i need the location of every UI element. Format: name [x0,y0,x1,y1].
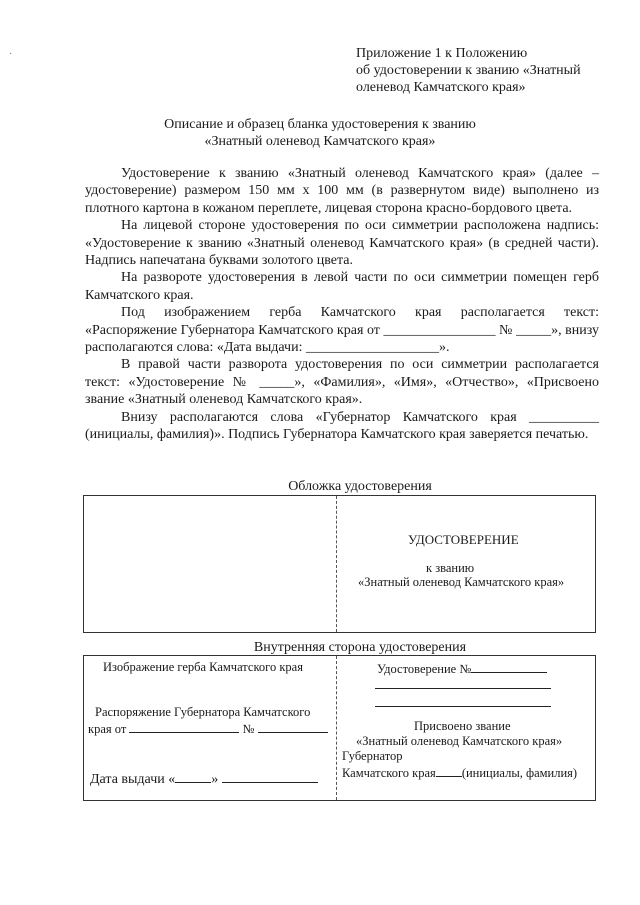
appendix-line: об удостоверении к званию «Знатный [356,63,581,78]
title-line: «Знатный оленевод Камчатского края» [204,134,436,149]
issue-date-line [90,770,318,787]
initials-label: (инициалы, фамилия) [461,766,578,780]
appendix-line: оленевод Камчатского края» [356,80,526,95]
paragraph: Под изображением герба Камчатского края располагается текст: «Распоряжение Губернатора Камчатского края от ________________ № _____», внизу располагаются слова: «Дата выдачи: ___________________». [85,305,599,356]
issue-day-blank [175,770,211,783]
paragraph: Внизу располагаются слова «Губернатор Камчатского края __________ (инициалы, фамилия)». Подпись Губернатора Камчатского края заверяется печатью. [85,409,599,443]
signature-blank [436,764,462,777]
kamchatka-label: Камчатского края [342,766,436,780]
cover-line: «Знатный оленевод Камчатского края» [358,575,565,589]
cover-heading: УДОСТОВЕРЕНИЕ [408,532,519,547]
issue-date-label: Дата выдачи « [90,772,176,787]
appendix-line: Приложение 1 к Положению [356,46,528,61]
order-line: Распоряжение Губернатора Камчатского [95,705,311,719]
fold-line [336,496,337,632]
cert-label: Удостоверение № [377,662,472,676]
title-name: «Знатный оленевод Камчатского края» [356,734,563,748]
order-date-blank [129,720,239,733]
awarded-label: Присвоено звание [414,719,511,733]
paragraph: В правой части разворота удостоверения по оси симметрии располагается текст: «Удостоверение № _____», «Фамилия», «Имя», «Отчество», «Присвоено звание «Знатный оленевод Камчатского края». [85,357,599,408]
cert-number-line [377,660,547,677]
cover-form [83,495,596,633]
issue-date-quote: » [211,772,219,787]
paragraph: На развороте удостоверения в левой части по оси симметрии помещен герб Камчатского края. [85,270,599,303]
signature-line [342,764,577,781]
cert-number-blank [471,660,547,673]
surname-line [375,688,551,689]
paragraph: Удостоверение к званию «Знатный оленевод Камчатского края» (далее – удостоверение) размером 150 мм х 100 мм (в развернутом виде) выполнено из плотного картона в кожаном переплете, лицевая сторона красно-бордового цвета. [85,166,599,216]
description-body [85,165,599,444]
inside-form [83,655,596,801]
title-line: Описание и образец бланка удостоверения к званию [164,117,476,132]
scan-speck: · [9,49,13,60]
document-title [0,116,640,150]
name-line [375,706,551,707]
inside-caption: Внутренняя сторона удостоверения [253,640,467,655]
issue-month-blank [222,770,318,783]
order-line: края от [88,722,127,736]
governor-label: Губернатор [342,749,403,763]
paragraph: На лицевой стороне удостоверения по оси симметрии расположена надпись: «Удостоверение к званию «Знатный оленевод Камчатского края» (в средней части). Надпись напечатана буквами золотого цвета. [85,218,599,269]
fold-line [336,656,337,800]
order-number-blank [258,720,328,733]
appendix-header [356,45,581,96]
emblem-placeholder: Изображение герба Камчатского края [103,660,303,674]
order-date-line [88,720,328,737]
cover-line: к званию [426,561,475,575]
number-sign: № [242,722,255,736]
cover-caption: Обложка удостоверения [288,479,432,494]
